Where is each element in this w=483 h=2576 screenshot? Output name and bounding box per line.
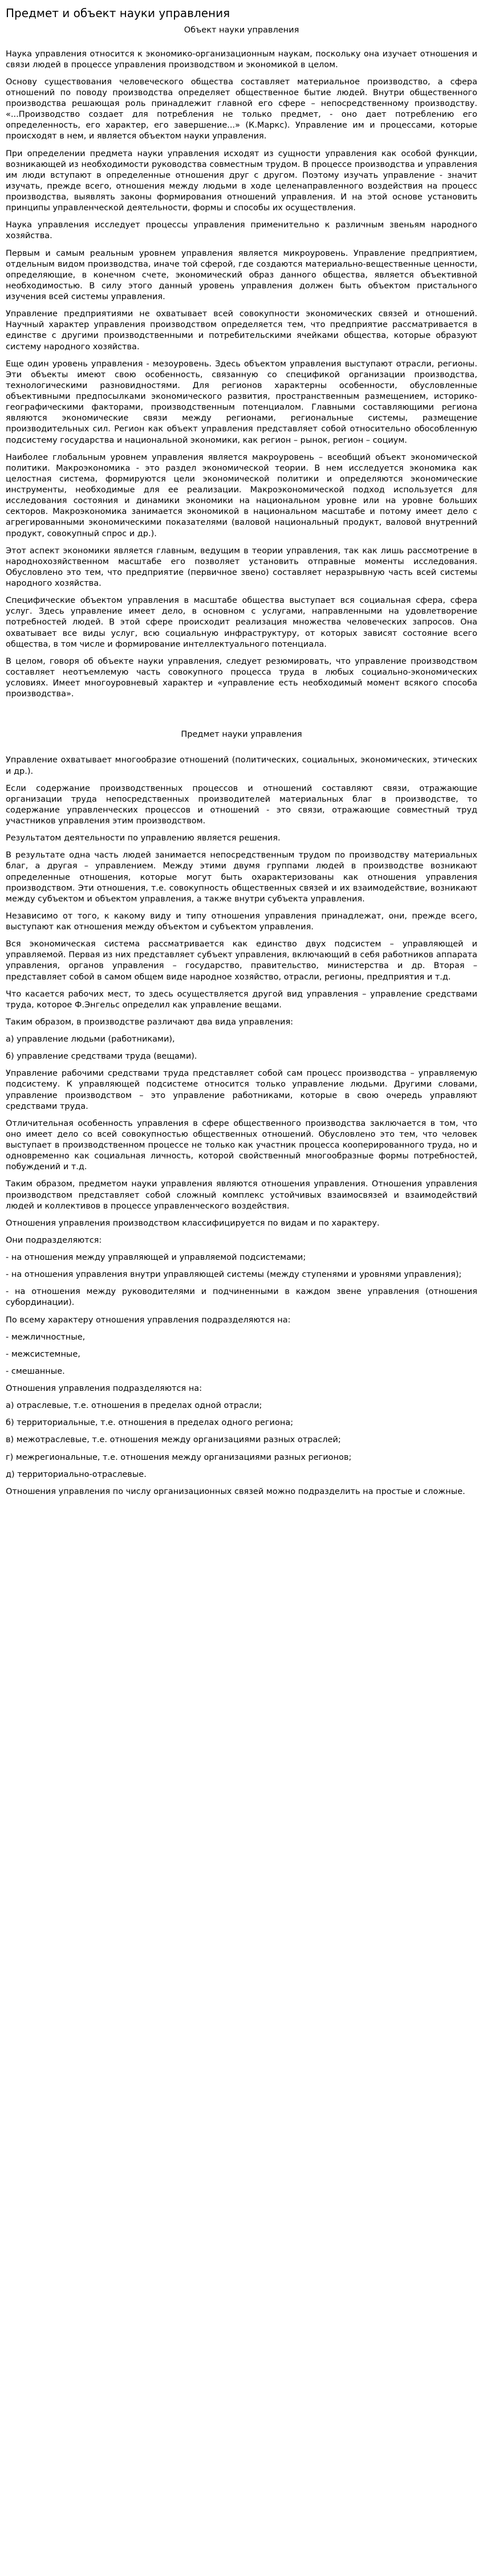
paragraph: Независимо от того, к какому виду и типу отношения управления принадлежат, они, прежде всего, выступают как отношения между объектом и субъектом управления. xyxy=(6,911,477,932)
paragraph: По всему характеру отношения управления подразделяются на: xyxy=(6,1315,291,1325)
paragraph: а) управление людьми (работниками), xyxy=(6,1035,175,1044)
section-heading-subject: Предмет науки управления xyxy=(181,730,302,740)
paragraph: Наука управления относится к экономико-организационным наукам, поскольку она изучает отношения и связи людей в процессе управления производством и экономикой в целом. xyxy=(6,49,477,70)
section-heading-object: Объект науки управления xyxy=(184,26,299,35)
paragraph: Этот аспект экономики является главным, ведущим в теории управления, так как лишь рассмотрение в народнохозяйственном масштабе его позволяет установить отправные моменты исследования. Обусловлено это тем, что предприятие (первичное звено) составляет неразрывную часть всей системы народного хозяйства. xyxy=(6,546,477,589)
paragraph: Отношения управления производством классифицируется по видам и по характеру. xyxy=(6,1218,380,1228)
paragraph: Отношения управления подразделяются на: xyxy=(6,1384,202,1394)
paragraph: - на отношения между руководителями и подчиненными в каждом звене управления (отношения субординации). xyxy=(6,1287,477,1308)
paragraph: При определении предмета науки управления исходят из сущности управления как особой функции, возникающей из необходимости руководства совместным трудом. В процессе производства и управления им люди вступают в определенные отношения друг с другом. Поэтому изучать управление - значит изучать, прежде всего, отношения между людьми в ходе целенаправленного воздействия на процесс производства, выявлять законы формирования отношений управления. И на этой основе установить принципы управленческой деятельности, формы и способы их осуществления. xyxy=(6,149,477,213)
paragraph: Отношения управления по числу организационных связей можно подразделить на простые и сложные. xyxy=(6,1487,465,1496)
paragraph: Отличительная особенность управления в сфере общественного производства заключается в том, что оно имеет дело со всей совокупностью общественных отношений. Обусловлено это тем, что человек выступает в производственном процессе не только как участник процесса кооперированного труда, но и одновременно как социальная личность, которой свойственный многообразные формы потребностей, побуждений и т.д. xyxy=(6,1118,477,1172)
paragraph: - межличностные, xyxy=(6,1332,86,1342)
paragraph: Специфические объектом управления в масштабе общества выступает вся социальная сфера, сфера услуг. Здесь управление имеет дело, в основном с услугами, направленными на удовлетворение потребностей людей. В этой сфере происходит реализация множества человеческих запросов. Она охватывает все виды услуг, всю социальную инфраструктуру, от которых зависят состояние всего общества, в том числе и формирование интеллектуального потенциала. xyxy=(6,596,477,649)
paragraph: Они подразделяются: xyxy=(6,1235,102,1245)
paragraph: Что касается рабочих мест, то здесь осуществляется другой вид управления – управление средствами труда, которое Ф.Энгельс определил как управление вещами. xyxy=(6,989,477,1010)
paragraph: в) межотраслевые, т.е. отношения между организациями разных отраслей; xyxy=(6,1435,341,1445)
paragraph: Наиболее глобальным уровнем управления является макроуровень – всеобщий объект экономической политики. Макроэкономика - это раздел экономической теории. В нем исследуется экономика как целостная система, формируются цели экономической политики и определяются экономические инструменты, необходимые для ее реализации. Макроэкономической подход используется для исследования состояния и динамики экономики на национальном уровне или на уровне больших секторов. Макроэкономика занимается экономикой в национальном масштабе и потому имеет дело с агрегированными экономическими показателями (валовой национальный продукт, валовой внутренний продукт, совокупный спрос и др.). xyxy=(6,452,477,538)
paragraph: - на отношения между управляющей и управляемой подсистемами; xyxy=(6,1253,306,1263)
paragraph: - на отношения управления внутри управляющей системы (между ступенями и уровнями управления); xyxy=(6,1270,462,1280)
paragraph: Таким образом, предметом науки управления являются отношения управления. Отношения управления производством представляет собой сложный комплекс устойчивых взаимосвязей и взаимодействий людей и коллективов в процессе управленческого воздействия. xyxy=(6,1179,477,1211)
paragraph: Если содержание производственных процессов и отношений составляют связи, отражающие организации труда непосредственных производителей материальных благ в производстве, то содержание управленческих процессов и отношений - это связи, отражающие совместный труд участников управления этим производством. xyxy=(6,783,477,826)
paragraph: Основу существования человеческого общества составляет материальное производство, а сфера отношений по поводу производства определяет общественное бытие людей. Внутри общественного производства решающая роль принадлежит главной его сфере – непосредственному производству. «...Производство создает для потребления не только предмет, - оно дает потреблению его определенность, его характер, его завершение...» (К.Маркс). Управление им и процессами, которые происходят в нем, и является объектом науки управления. xyxy=(6,77,477,141)
paragraph: Еще один уровень управления - мезоуровень. Здесь объектом управления выступают отрасли, регионы. Эти объекты имеют свою особенность, связанную со спецификой организации производства, технологическими разновидностями. Для регионов характерны особенности, обусловленные объективными предпосылками экономического развития, пространственным размещением, историко-географическими факторами, производственным потенциалом. Главными составляющими региона являются экономические связи между регионами, региональные системы, размещение производительных сил. Регион как объект управления представляет собой относительно обособленную подсистему государства и национальной экономики, как регион – рынок, регион – социум. xyxy=(6,359,477,445)
paragraph: д) территориально-отраслевые. xyxy=(6,1469,147,1479)
document-title: Предмет и объект науки управления xyxy=(6,6,230,20)
paragraph: Результатом деятельности по управлению является решения. xyxy=(6,834,281,843)
paragraph: Наука управления исследует процессы управления применительно к различным звеньям народного хозяйства. xyxy=(6,221,477,241)
paragraph: В результате одна часть людей занимается непосредственным трудом по производству материальных благ, а другая – управлением. Между этими двумя группами людей в производстве возникают определенные отношения, которые могут быть охарактеризованы как отношения управления производством. Эти отношения, т.е. совокупность общественных связей и их взаимодействие, возникают между субъектом и объектом управления, а также внутри субъекта управления. xyxy=(6,851,477,904)
paragraph: - межсистемные, xyxy=(6,1349,80,1359)
section-object-body xyxy=(6,49,477,700)
paragraph: Управление охватывает многообразие отношений (политических, социальных, экономических, этических и др.). xyxy=(6,756,477,776)
paragraph: Управление предприятиями не охватывает всей совокупности экономических связей и отношений. Научный характер управления производством определяется тем, что предприятие рассматривается в единстве с другими производственными и потребительскими ячейками общества, которые образуют систему народного хозяйства. xyxy=(6,309,477,352)
paragraph: Вся экономическая система рассматривается как единство двух подсистем – управляющей и управляемой. Первая из них представляет субъект управления, включающий в себя работников аппарата управления, органов управления – государство, правительство, министерства и др. Вторая – представляет собой в самом общем виде народное хозяйство, отрасли, регионы, предприятия и т.д. xyxy=(6,940,477,982)
paragraph: г) межрегиональные, т.е. отношения между организациями разных регионов; xyxy=(6,1452,352,1462)
paragraph: б) территориальные, т.е. отношения в пределах одного региона; xyxy=(6,1418,294,1428)
paragraph: б) управление средствами труда (вещами). xyxy=(6,1052,197,1062)
paragraph: - смешанные. xyxy=(6,1366,65,1376)
section-subject-body xyxy=(6,755,477,1497)
paragraph: Управление рабочими средствами труда представляет собой сам процесс производства – управляемую подсистему. К управляющей подсистеме относится только управление людьми. Другими словами, управление производством – это управление работниками, которые в свою очередь управляют средствами труда. xyxy=(6,1069,477,1111)
paragraph: а) отраслевые, т.е. отношения в пределах одной отрасли; xyxy=(6,1401,262,1411)
paragraph: Первым и самым реальным уровнем управления является микроуровень. Управление предприятием, отдельным видом производства, иначе той сферой, где создаются материально-вещественные ценности, определяющие, в конечном счете, экономический образ данного общества, является объективной необходимостью. В силу этого данный уровень управления должен быть объектом пристального изучения всей системы управления. xyxy=(6,248,477,302)
paragraph: Таким образом, в производстве различают два вида управления: xyxy=(6,1017,294,1027)
paragraph: В целом, говоря об объекте науки управления, следует резюмировать, что управление производством составляет неотъемлемую часть совокупного процесса труда в любых социально-экономических условиях. Имеет многоуровневый характер и «управление есть необходимый момент всякого способа производства». xyxy=(6,656,477,699)
